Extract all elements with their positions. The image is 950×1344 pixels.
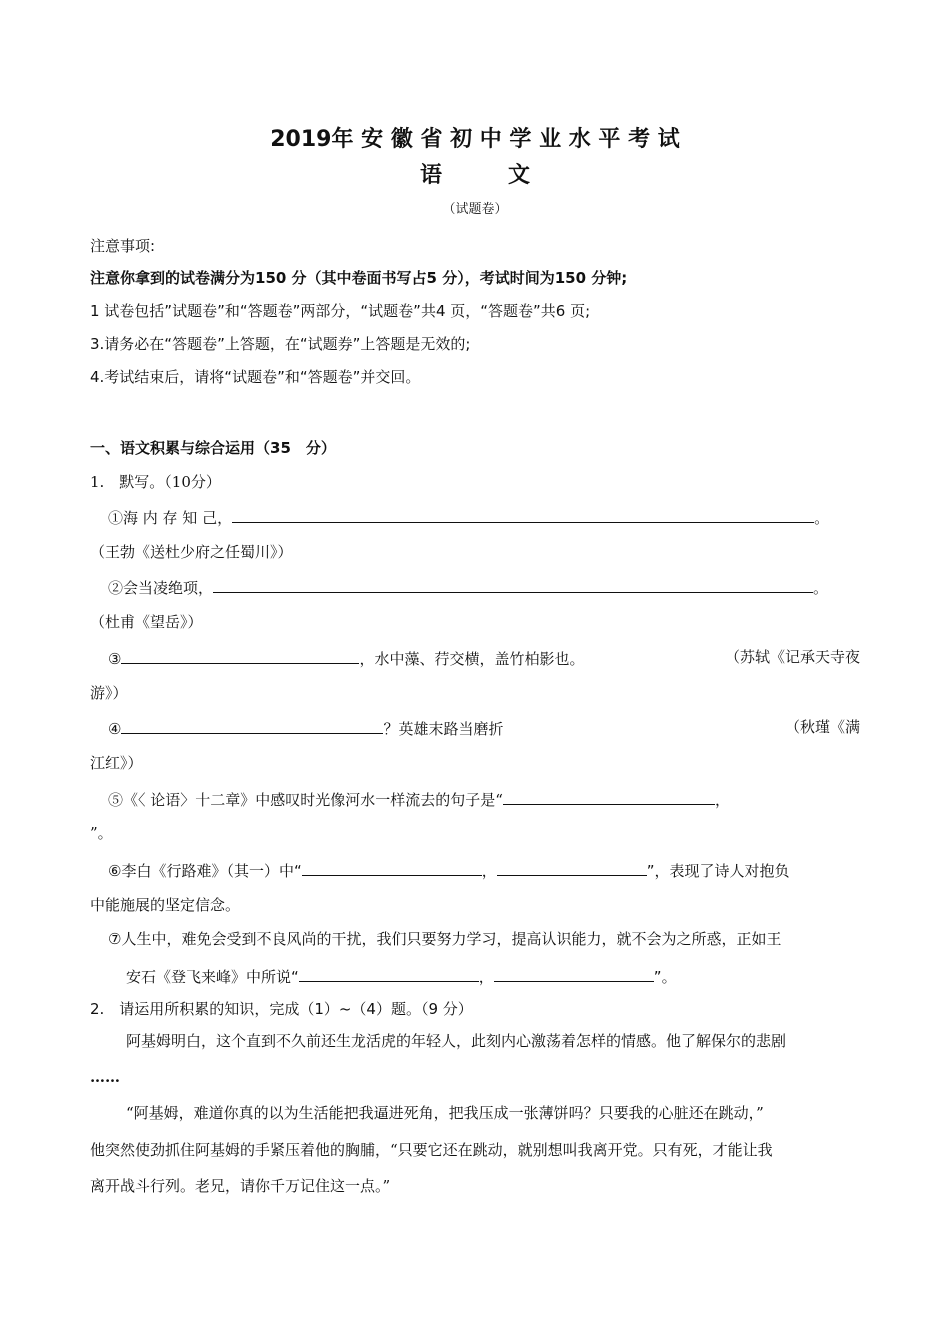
answer-blank[interactable]	[299, 965, 479, 982]
passage-line: 阿基姆明白，这个直到不久前还生龙活虎的年轻人，此刻内心激荡着怎样的情感。他了解保尔的悲剧	[126, 1032, 787, 1050]
answer-blank[interactable]	[497, 859, 647, 876]
q1-item-4-source: （秋瑾《满	[784, 718, 860, 736]
notice-item: 1 试卷包括”试题卷”和“答题卷”两部分，“试题卷”共4 页，“答题卷”共6 页;	[90, 302, 591, 320]
notice-item: 3.请务必在“答题卷”上答题，在“试题券”上答题是无效的;	[90, 335, 471, 353]
passage-ellipsis: ……	[90, 1068, 120, 1086]
answer-blank[interactable]	[494, 965, 654, 982]
notice-item: 4.考试结束后，请将“试题卷”和“答题卷”并交回。	[90, 368, 421, 386]
q1-item-1	[108, 506, 829, 528]
answer-blank[interactable]	[232, 506, 814, 523]
q1-item-7-cont	[126, 965, 677, 987]
q1-item-7-comma: ，	[478, 968, 494, 986]
q1-item-3-text: ，水中藻、荇交横，盖竹柏影也。	[359, 650, 585, 668]
q1-item-7-end: ”。	[653, 968, 677, 986]
answer-blank[interactable]	[213, 576, 813, 593]
q1-item-3	[108, 647, 584, 669]
q1-item-5-text: ⑤《〈 论语〉十二章》中感叹时光像河水一样流去的句子是“	[108, 791, 503, 809]
q1-item-5-comma: ，	[714, 791, 730, 809]
q1-item-4	[108, 717, 503, 739]
notice-item: 注意你拿到的试卷满分为150 分（其中卷面书写占5 分），考试时间为150 分钟;	[90, 269, 628, 287]
q1-item-4-text: ？英雄末路当磨折	[383, 720, 504, 738]
q1-item-5-end: ”。	[90, 824, 113, 842]
q1-item-4-source-cont: 江红》）	[90, 754, 143, 772]
passage-line: “阿基姆，难道你真的以为生活能把我逼进死角，把我压成一张薄饼吗？只要我的心脏还在跳动，”	[126, 1104, 764, 1122]
answer-blank[interactable]	[121, 717, 383, 734]
q1-item-7-text-b: 安石《登飞来峰》中所说“	[126, 968, 299, 986]
paper-type: （试题卷）	[442, 202, 508, 217]
q1-item-3-num: ③	[108, 650, 122, 668]
q1-item-2	[108, 576, 828, 598]
q1-item-3-source-cont: 游》）	[90, 684, 128, 702]
q1-item-7: ⑦人生中，难免会受到不良风尚的干扰，我们只要努力学习，提高认识能力，就不会为之所惑，正如王	[108, 930, 782, 948]
passage-line: 他突然使劲抓住阿基姆的手紧压着他的胸脯，“只要它还在跳动，就别想叫我离开党。只有死，才能让我	[90, 1141, 773, 1159]
q1-item-2-source: （杜甫《望岳》）	[90, 613, 203, 631]
q1-item-6	[108, 859, 790, 881]
section-heading: 一、语文积累与综合运用（35 分）	[90, 439, 336, 457]
q1-item-1-text: ①海 内 存 知 己，	[108, 509, 233, 527]
exam-title: 2019年 安 徽 省 初 中 学 业 水 平 考 试	[270, 127, 680, 152]
answer-blank[interactable]	[121, 647, 359, 664]
q1-item-5	[108, 788, 730, 810]
notice-heading: 注意事项:	[90, 237, 156, 255]
subject-title: 语 文	[419, 163, 530, 188]
q1-item-6-cont: 中能施展的坚定信念。	[90, 896, 241, 914]
answer-blank[interactable]	[503, 788, 715, 805]
q1-item-1-end: 。	[814, 509, 830, 527]
q1-item-6-text: ⑥李白《行路难》（其一）中“	[108, 862, 302, 880]
question-1-label: 1. 默写。（10分）	[90, 473, 221, 491]
q1-item-4-num: ④	[108, 720, 122, 738]
q1-item-1-source: （王勃《送杜少府之任蜀川》）	[90, 543, 293, 561]
q1-item-6-comma: ，	[481, 862, 497, 880]
q1-item-3-source: （苏轼《记承天寺夜	[724, 648, 860, 666]
q1-item-2-text: ②会当凌绝项，	[108, 579, 214, 597]
question-2-label: 2. 请运用所积累的知识，完成（1）~（4）题。（9 分）	[90, 1000, 473, 1018]
q1-item-6-end: ”，表现了诗人对抱负	[646, 862, 790, 880]
q1-item-2-end: 。	[813, 579, 829, 597]
answer-blank[interactable]	[302, 859, 482, 876]
passage-line: 离开战斗行列。老兄，请你千万记住这一点。”	[90, 1177, 391, 1195]
